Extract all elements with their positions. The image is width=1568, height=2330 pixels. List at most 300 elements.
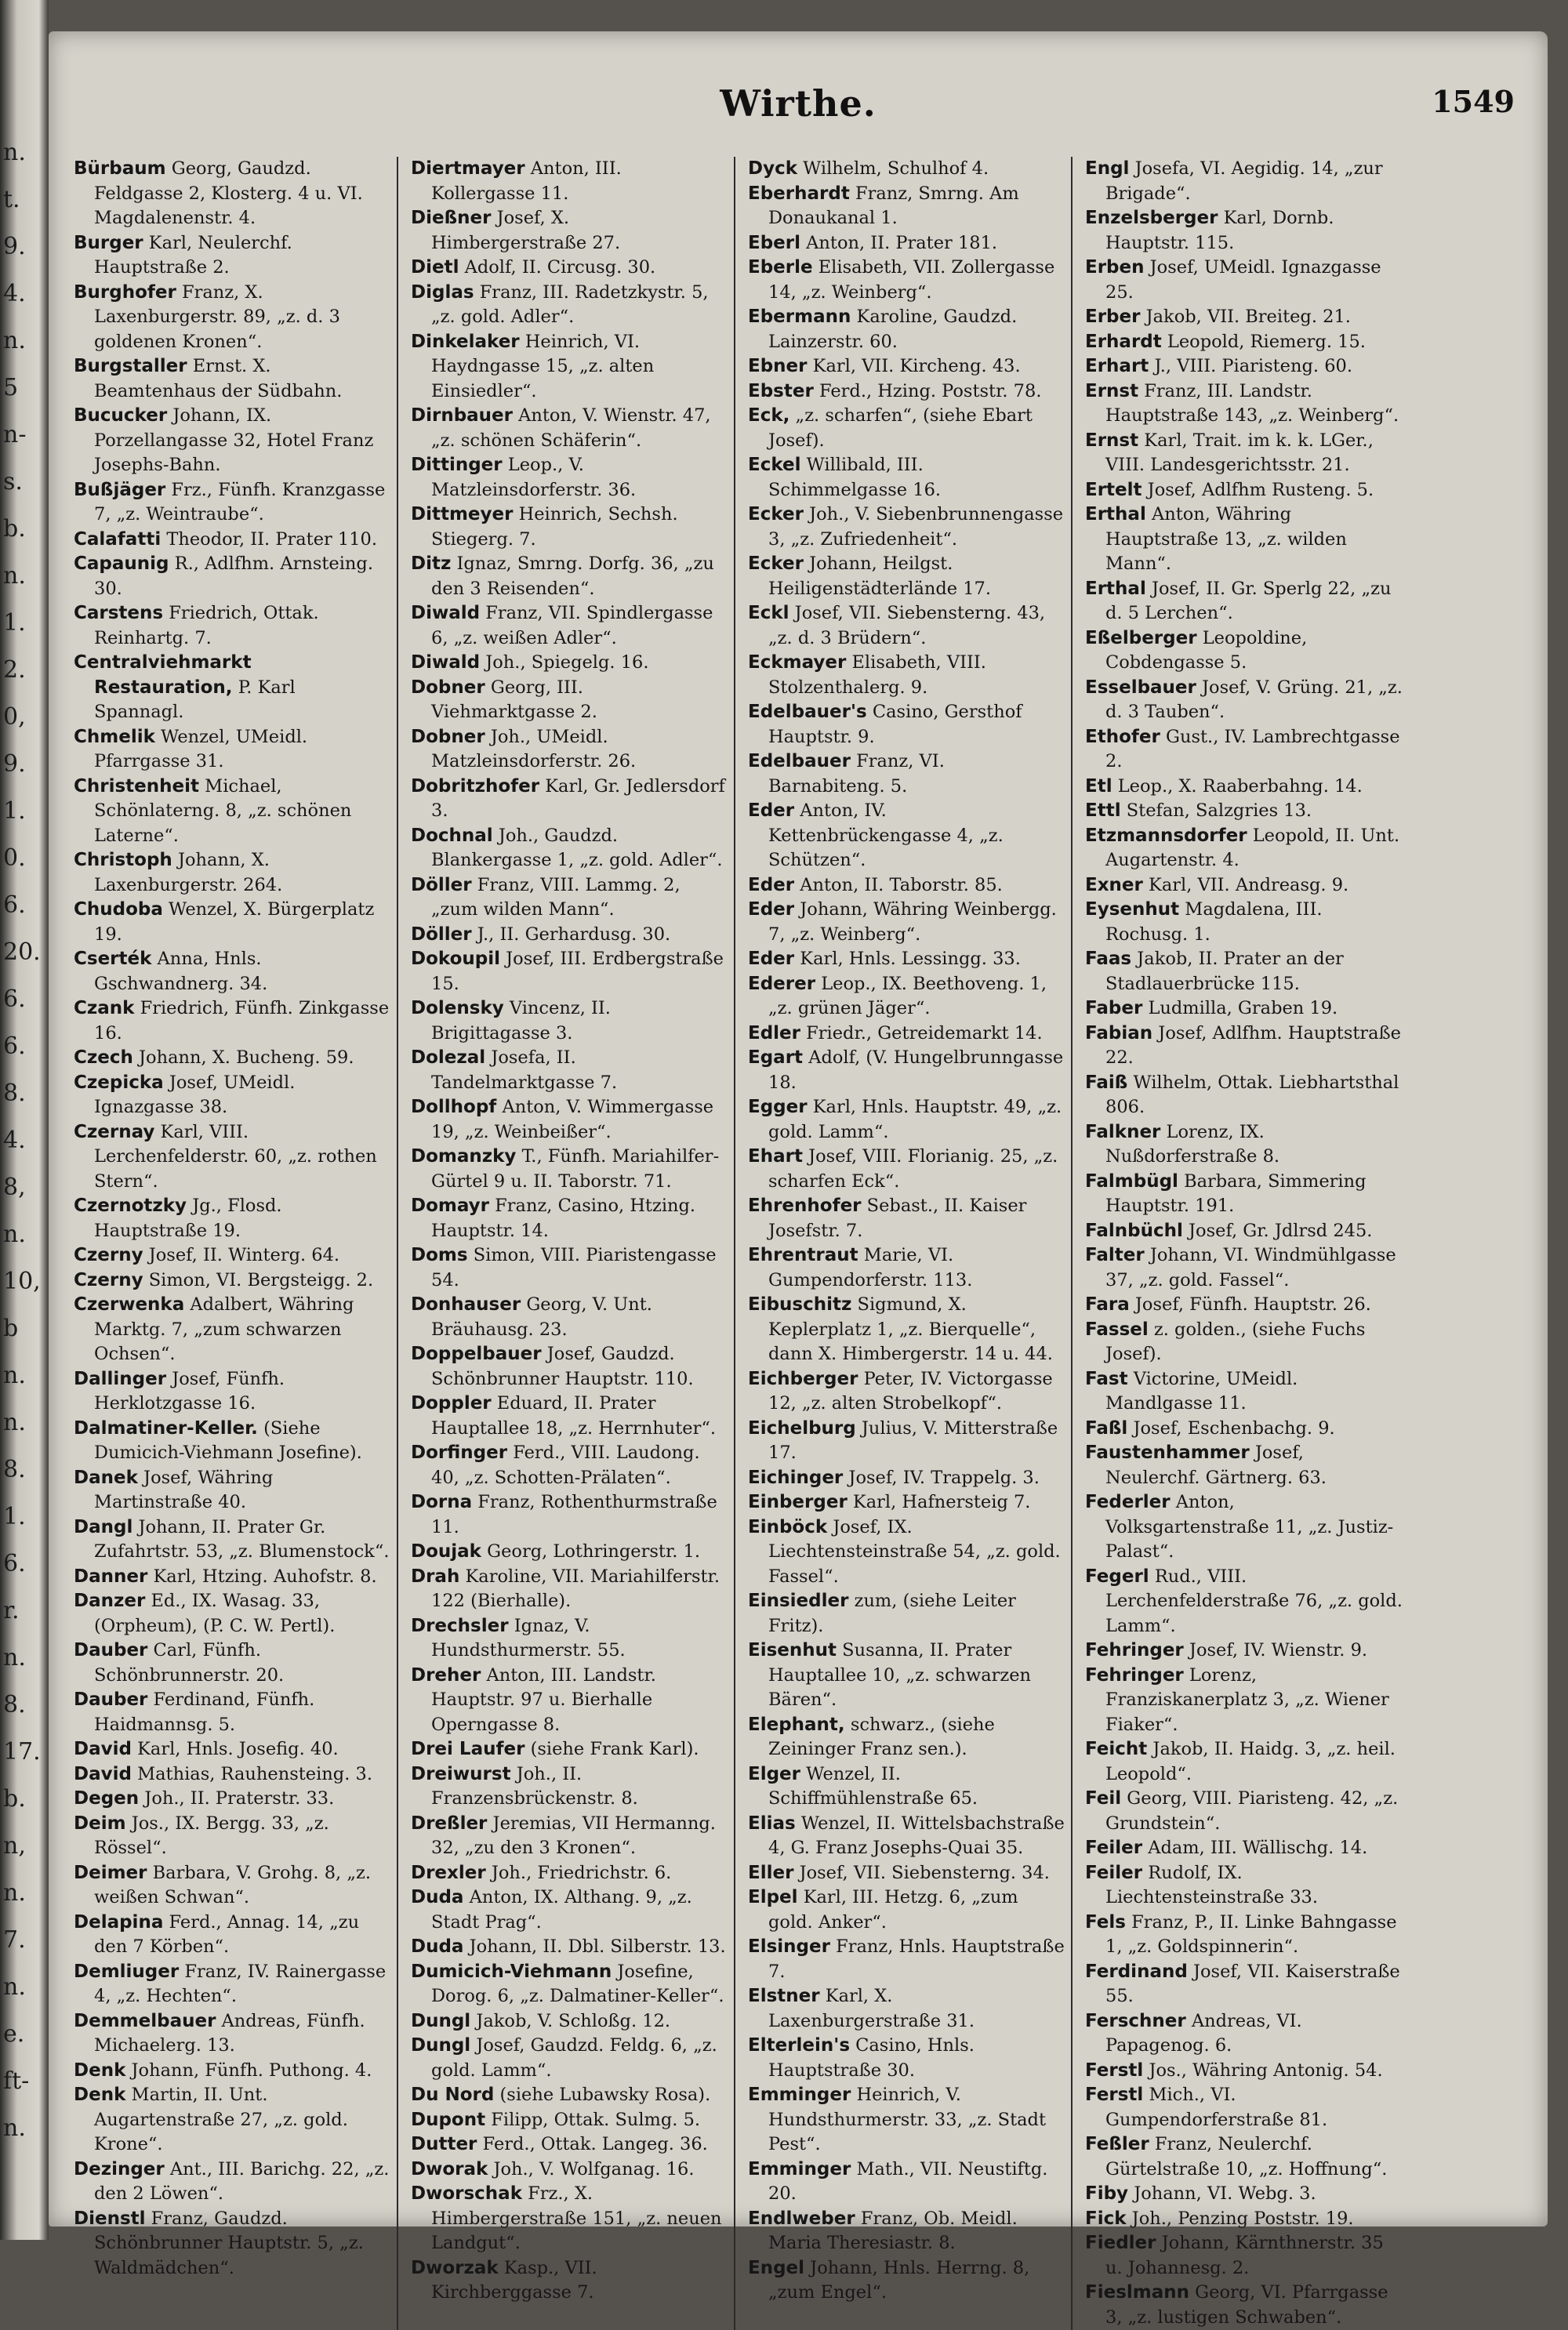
directory-entry (74, 2207, 390, 2281)
entry-details: Josefa, VI. Aegidig. 14, „zur Brigade“. (1105, 158, 1383, 204)
directory-entry (1085, 503, 1403, 577)
directory-entry (74, 404, 390, 478)
entry-details: Franz, Casino, Htzing. Hauptstr. 14. (431, 1196, 696, 1241)
entry-name: Doms (411, 1245, 468, 1265)
entry-name: Fara (1085, 1294, 1130, 1315)
entry-details: Ed., IX. Wasag. 33, (Orpheum), (P. C. W. Pertl). (94, 1591, 336, 1636)
prev-page-fragment: e. (3, 2020, 25, 2048)
entry-name: Eberhardt (748, 183, 850, 204)
directory-entry (411, 503, 728, 552)
entry-name: Feicht (1085, 1739, 1148, 1759)
entry-details: Karl, X. Laxenburgerstraße 31. (768, 1986, 975, 2031)
entry-details: Josef, IX. Liechtensteinstraße 54, „z. gold. Fassel“. (768, 1516, 1061, 1587)
entry-details: Frz., Fünfh. Kranzgasse 7, „z. Weintraube“. (94, 479, 386, 524)
directory-entry (74, 601, 390, 651)
directory-entry (1085, 725, 1403, 775)
prev-page-fragment: 5 (3, 374, 19, 401)
directory-entry (74, 1762, 390, 1787)
directory-entry (1085, 429, 1403, 478)
directory-entry (74, 898, 390, 947)
entry-name: Domayr (411, 1196, 490, 1216)
entry-name: Einsiedler (748, 1591, 849, 1611)
directory-entry (1085, 1367, 1403, 1417)
entry-name: Engel (748, 2257, 805, 2278)
directory-entry (1085, 1911, 1403, 1960)
entry-name: Czernotzky (74, 1196, 187, 1216)
entry-details: Josef, Fünfh. Herklotzgasse 16. (94, 1368, 285, 1414)
directory-entry (748, 873, 1065, 898)
entry-name: Bußjäger (74, 479, 166, 500)
directory-entry (748, 2207, 1065, 2256)
entry-name: Eller (748, 1862, 794, 1883)
entry-details: Franz, Neulerchf. Gürtelstraße 10, „z. Hoffnung“. (1105, 2134, 1388, 2179)
entry-details: Johann, Währing Weinbergg. 7, „z. Weinberg“. (768, 899, 1057, 945)
entry-name: Czerwenka (74, 1294, 185, 1315)
entry-name: Ebner (748, 356, 808, 376)
prev-page-fragment: 7. (3, 1926, 26, 1954)
directory-entry (74, 1565, 390, 1590)
entry-details: Georg, Gaudzd. Feldgasse 2, Klosterg. 4 u. VI. Magdalenenstr. 4. (94, 158, 363, 228)
directory-entry (748, 552, 1065, 601)
entry-details: Franz, VI. Barnabiteng. 5. (768, 751, 945, 797)
prev-page-fragment: 1. (3, 1503, 26, 1530)
entry-name: Edelbauer's (748, 702, 867, 722)
directory-entry (748, 1417, 1065, 1466)
prev-page-fragment: r. (3, 1597, 20, 1624)
entry-details: Josef, UMeidl. Ignazgasse 38. (94, 1072, 296, 1117)
directory-entry (74, 528, 390, 553)
entry-details: Franz, Smrng. Am Donaukanal 1. (768, 183, 1019, 228)
directory-entry (411, 1095, 728, 1145)
entry-name: Danner (74, 1566, 148, 1587)
entry-name: Feßler (1085, 2134, 1149, 2154)
directory-entry (411, 1565, 728, 1614)
entry-name: Dobritzhofer (411, 775, 540, 797)
entry-name: Döller (411, 924, 472, 945)
directory-entry (74, 1046, 390, 1071)
directory-entry (411, 2034, 728, 2083)
entry-name: Burgstaller (74, 356, 187, 376)
entry-details: Anton, V. Wienstr. 47, „z. schönen Schäferin“. (431, 405, 711, 451)
entry-name: Faiß (1085, 1072, 1128, 1093)
directory-entry (74, 1589, 390, 1639)
entry-details: (Siehe Dumicich-Viehmann Josefine). (94, 1417, 362, 1463)
directory-entry (748, 256, 1065, 305)
directory-entry (74, 1515, 390, 1565)
entry-name: Engl (1085, 158, 1130, 179)
entry-name: Chudoba (74, 899, 163, 920)
entry-details: Mathias, Rauhensteing. 3. (131, 1763, 372, 1784)
entry-name: Ebster (748, 380, 814, 401)
directory-entry (74, 725, 390, 775)
entry-name: Feil (1085, 1788, 1122, 1809)
entry-details: Johann, VI. Webg. 3. (1128, 2183, 1316, 2204)
entry-details: Eduard, II. Prater Hauptallee 18, „z. Herrnhuter“. (431, 1393, 716, 1439)
entry-details: Heinrich, V. Hundsthurmerstr. 33, „z. Stadt Pest“. (768, 2085, 1046, 2154)
entry-name: Eberl (748, 232, 801, 253)
entry-name: Fast (1085, 1368, 1128, 1389)
entry-details: Willibald, III. Schimmelgasse 16. (768, 455, 942, 500)
directory-entry (74, 2059, 390, 2084)
directory-entry (1085, 873, 1403, 898)
directory-entry (411, 947, 728, 996)
directory-entry (74, 2083, 390, 2158)
entry-name: Dauber (74, 1689, 148, 1710)
directory-entry (1085, 1960, 1403, 2009)
entry-details: Karl, Hnls. Lessingg. 33. (794, 949, 1021, 969)
entry-name: Einberger (748, 1492, 848, 1512)
entry-name: Czepicka (74, 1072, 164, 1093)
directory-entry (74, 848, 390, 898)
entry-name: Capaunig (74, 553, 169, 574)
entry-details: Joh., Spiegelg. 16. (480, 652, 649, 673)
entry-details: Lorenz, Franziskanerplatz 3, „z. Wiener Fiaker“. (1105, 1664, 1389, 1735)
entry-details: Stefan, Salzgries 13. (1120, 800, 1312, 821)
entry-name: Deimer (74, 1862, 147, 1883)
entry-name: Duda (411, 1936, 464, 1957)
directory-entry (1085, 1071, 1403, 1120)
entry-name: Dokoupil (411, 949, 500, 969)
entry-name: Feiler (1085, 1862, 1143, 1883)
entry-name: Drechsler (411, 1615, 509, 1636)
directory-entry (748, 1762, 1065, 1812)
directory-entry (1085, 996, 1403, 1022)
previous-page-edge (0, 0, 49, 2240)
entry-details: Georg, V. Unt. Bräuhausg. 23. (431, 1294, 652, 1340)
entry-name: Domanzky (411, 1146, 517, 1167)
directory-entry (74, 1466, 390, 1515)
directory-entry (1085, 2132, 1403, 2182)
prev-page-fragment: 20. (3, 938, 41, 966)
directory-entry (1085, 478, 1403, 503)
directory-entry (748, 1812, 1065, 1861)
prev-page-fragment: n. (3, 139, 26, 166)
entry-name: Drei Laufer (411, 1739, 525, 1759)
entry-details: „z. scharfen“, (siehe Ebart Josef). (768, 405, 1033, 451)
entry-name: Elger (748, 1763, 801, 1784)
prev-page-fragment: 9. (3, 233, 26, 260)
entry-name: Danzer (74, 1591, 146, 1611)
entry-details: J., VIII. Piaristeng. 60. (1149, 356, 1352, 376)
entry-details: (siehe Frank Karl). (524, 1739, 699, 1759)
entry-name: Eichberger (748, 1368, 858, 1389)
directory-entry (748, 305, 1065, 354)
directory-entry (748, 1022, 1065, 1047)
directory-entry (411, 676, 728, 725)
entry-details: Carl, Fünfh. Schönbrunnerstr. 20. (94, 1640, 285, 1686)
entry-details: Ferdinand, Fünfh. Haidmannsg. 5. (94, 1689, 315, 1735)
directory-entry (748, 1515, 1065, 1590)
entry-details: Adolf, (V. Hungelbrunngasse 18. (768, 1047, 1064, 1093)
prev-page-fragment: n. (3, 1409, 26, 1436)
entry-name: Erhart (1085, 356, 1149, 376)
directory-entry (748, 2083, 1065, 2158)
entry-details: Ignaz, V. Hundsthurmerstr. 55. (431, 1615, 626, 1660)
entry-name: Eisenhut (748, 1640, 837, 1660)
directory-entry (1085, 305, 1403, 330)
entry-details: Leop., IX. Beethoveng. 1, „z. grünen Jäger“. (768, 973, 1047, 1018)
directory-entry (1085, 2059, 1403, 2084)
entry-name: Ecker (748, 553, 804, 574)
entry-details: Johann, IX. Porzellangasse 32, Hotel Franz Josephs-Bahn. (94, 405, 374, 475)
entry-details: Anton, Währing Hauptstraße 13, „z. wilden Mann“. (1105, 504, 1347, 574)
directory-entry (748, 1713, 1065, 1762)
directory-entry (411, 1812, 728, 1861)
entry-name: Dalmatiner-Keller. (74, 1417, 258, 1439)
entry-name: Centralviehmarkt Restauration, (74, 652, 252, 698)
directory-entry (1085, 1664, 1403, 1738)
prev-page-fragment: s. (3, 468, 23, 495)
directory-entry (748, 1243, 1065, 1293)
entry-name: Doujak (411, 1541, 481, 1562)
entry-details: Wilhelm, Schulhof 4. (797, 158, 989, 179)
directory-entry (748, 651, 1065, 700)
directory-entry (748, 2256, 1065, 2306)
entry-name: Dienstl (74, 2208, 146, 2229)
entry-name: Denk (74, 2085, 126, 2105)
directory-entry (748, 1145, 1065, 1194)
directory-entry (411, 1490, 728, 1540)
directory-entry (1085, 824, 1403, 873)
directory-entry (1085, 157, 1403, 206)
prev-page-fragment: 6. (3, 891, 26, 919)
directory-entry (748, 972, 1065, 1022)
directory-entry (748, 898, 1065, 947)
entry-details: Josef, III. Erdbergstraße 15. (431, 949, 724, 994)
prev-page-fragment: 1. (3, 609, 26, 637)
entry-details: Karl, VII. Kircheng. 43. (807, 356, 1021, 376)
directory-entry (411, 1664, 728, 1738)
entry-details: Josef, Gaudzd. Feldg. 6, „z. gold. Lamm“. (431, 2035, 717, 2081)
entry-name: Dolezal (411, 1047, 486, 1068)
entry-details: Karoline, VII. Mariahilferstr. 122 (Bierhalle). (431, 1566, 720, 1611)
directory-page (49, 31, 1548, 2328)
entry-details: Ferd., Ottak. Langeg. 36. (477, 2134, 708, 2154)
entry-details: Josef, Gr. Jdlrsd 245. (1182, 1220, 1373, 1241)
entry-name: Faßl (1085, 1417, 1128, 1439)
directory-entry (411, 2009, 728, 2034)
directory-entry (748, 182, 1065, 231)
directory-entry (1085, 1490, 1403, 1565)
directory-entry (74, 1911, 390, 1960)
entry-name: Eckl (748, 603, 789, 623)
directory-entry (748, 1984, 1065, 2034)
entry-name: Dreiwurst (411, 1763, 511, 1784)
entry-name: Dworak (411, 2158, 488, 2179)
entry-name: Dupont (411, 2109, 486, 2130)
entry-name: Fiedler (1085, 2233, 1156, 2253)
entry-name: Dorna (411, 1492, 473, 1512)
directory-entry (411, 2256, 728, 2306)
entry-name: Dallinger (74, 1368, 167, 1389)
entry-name: Erber (1085, 307, 1141, 327)
entry-details: Ignaz, Smrng. Dorfg. 36, „zu den 3 Reisenden“. (431, 553, 714, 599)
directory-entry (748, 1490, 1065, 1515)
prev-page-fragment: 8, (3, 1174, 26, 1201)
entry-details: Johann, Kärnthnerstr. 35 u. Johannesg. 2. (1105, 2233, 1384, 2278)
entry-name: David (74, 1763, 132, 1784)
entry-details: Georg, VIII. Piaristeng. 42, „z. Grundstein“. (1105, 1788, 1399, 1834)
entry-name: Eder (748, 800, 795, 821)
entry-name: Drexler (411, 1862, 486, 1883)
entry-details: Wenzel, II. Schiffmühlenstraße 65. (768, 1763, 978, 1809)
entry-name: Emminger (748, 2085, 851, 2105)
entry-name: Dobner (411, 726, 485, 747)
entry-details: Karl, Dornb. Hauptstr. 115. (1105, 208, 1334, 253)
prev-page-fragment: b (3, 1315, 19, 1342)
entry-name: Burghofer (74, 281, 176, 303)
entry-details: R., Adlfhm. Arnsteing. 30. (94, 553, 373, 599)
directory-entry (411, 2083, 728, 2108)
entry-name: Edler (748, 1022, 801, 1043)
entry-name: Dittinger (411, 455, 503, 475)
entry-name: Elstner (748, 1986, 820, 2006)
entry-name: Ernst (1085, 380, 1139, 401)
entry-details: Leop., V. Matzleinsdorferstr. 36. (431, 455, 637, 500)
entry-details: J., II. Gerhardusg. 30. (471, 924, 671, 945)
directory-entry (1085, 1120, 1403, 1170)
directory-entry (1085, 2207, 1403, 2232)
entry-name: Erthal (1085, 504, 1146, 524)
directory-entry (748, 1861, 1065, 1886)
entry-details: Heinrich, Sechsh. Stiegerg. 7. (431, 504, 678, 550)
entry-details: Johann, Heilgst. Heiligenstädterlände 17. (768, 553, 992, 599)
directory-entry (74, 2158, 390, 2207)
prev-page-fragment: n. (3, 1973, 26, 2001)
entry-name: Christoph (74, 850, 172, 870)
entry-name: Dworschak (411, 2183, 522, 2204)
entry-details: Adalbert, Währing Marktg. 7, „zum schwarzen Ochsen“. (94, 1294, 354, 1364)
entry-details: Josef, Währing Martinstraße 40. (94, 1467, 274, 1512)
directory-entry (748, 157, 1065, 182)
entry-details: Gust., IV. Lambrechtgasse 2. (1105, 726, 1400, 771)
prev-page-fragment: 2. (3, 656, 26, 684)
directory-entry (74, 1120, 390, 1195)
directory-entry (1085, 775, 1403, 800)
entry-details: Peter, IV. Victorgasse 12, „z. alten Strobelkopf“. (768, 1368, 1053, 1414)
entry-details: Wenzel, II. Wittelsbachstraße 4, G. Franz Josephs-Quai 35. (768, 1813, 1065, 1858)
directory-entry (74, 775, 390, 849)
entry-name: Dworzak (411, 2257, 499, 2278)
prev-page-fragment: 0, (3, 703, 26, 731)
entry-details: Georg, III. Viehmarktgasse 2. (431, 677, 597, 722)
directory-entry (1085, 1787, 1403, 1836)
entry-details: Georg, VI. Pfarrgasse 3, „z. lustigen Schwaben“. (1105, 2282, 1388, 2328)
entry-name: Deim (74, 1813, 126, 1834)
entry-name: Eichelburg (748, 1417, 856, 1439)
directory-entry (1085, 1441, 1403, 1490)
entry-details: Jg., Flosd. Hauptstraße 19. (94, 1196, 282, 1241)
entry-details: Johann, Hnls. Herrng. 8, „zum Engel“. (768, 2257, 1030, 2303)
entry-name: Egger (748, 1097, 808, 1117)
entry-name: Ernst (1085, 430, 1139, 451)
entry-details: Franz, X. Laxenburgerstr. 89, „z. d. 3 goldenen Kronen“. (94, 281, 340, 352)
directory-entry (748, 231, 1065, 256)
entry-name: Dirnbauer (411, 405, 513, 426)
directory-entry (74, 1737, 390, 1762)
entry-name: Federler (1085, 1492, 1171, 1512)
entry-name: Bürbaum (74, 158, 166, 179)
entry-details: Jakob, II. Haidg. 3, „z. heil. Leopold“. (1105, 1739, 1396, 1784)
entry-details: Josef, X. Himbergerstraße 27. (431, 208, 621, 253)
entry-details: Anton, II. Taborstr. 85. (794, 874, 1003, 895)
entry-details: Karl, III. Hetzg. 6, „zum gold. Anker“. (768, 1887, 1018, 1933)
entry-name: Eichinger (748, 1467, 844, 1488)
entry-details: Josef, UMeidl. Ignazgasse 25. (1105, 257, 1381, 303)
prev-page-fragment: 6. (3, 1550, 26, 1577)
entry-details: Jos., Währing Antonig. 54. (1143, 2060, 1383, 2081)
entry-details: Josefa, II. Tandelmarktgasse 7. (431, 1047, 618, 1093)
entry-details: Martin, II. Unt. Augartenstraße 27, „z. gold. Krone“. (94, 2085, 348, 2154)
entry-details: Josef, Neulerchf. Gärtnerg. 63. (1105, 1443, 1327, 1488)
directory-entry (748, 799, 1065, 873)
directory-entry (1085, 1243, 1403, 1293)
entry-details: zum, (siehe Leiter Fritz). (768, 1591, 1016, 1636)
entry-name: Erhardt (1085, 331, 1162, 352)
entry-name: Ferschner (1085, 2010, 1186, 2031)
entry-name: Falkner (1085, 1121, 1161, 1142)
entry-details: Barbara, Simmering Hauptstr. 191. (1105, 1170, 1367, 1216)
directory-entry (411, 404, 728, 453)
entry-name: Elephant, (748, 1714, 845, 1735)
entry-details: Anton, V. Wimmergasse 19, „z. Weinbeißer“. (431, 1097, 714, 1142)
entry-name: Ferstl (1085, 2060, 1144, 2081)
directory-entry (411, 1293, 728, 1342)
directory-entry (411, 1614, 728, 1664)
entry-details: Simon, VIII. Piaristengasse 54. (431, 1245, 717, 1290)
entry-name: Elsinger (748, 1936, 830, 1957)
entry-name: Denk (74, 2060, 126, 2081)
entry-name: Faustenhammer (1085, 1443, 1250, 1463)
directory-entry (1085, 1417, 1403, 1442)
entry-details: Josef, II. Winterg. 64. (143, 1245, 340, 1265)
entry-details: Karl, Hnls. Josefig. 40. (131, 1739, 339, 1759)
directory-entry (411, 552, 728, 601)
directory-entry (1085, 1737, 1403, 1787)
entry-details: Josef, Fünfh. Hauptstr. 26. (1129, 1294, 1371, 1315)
directory-entry (748, 404, 1065, 453)
entry-name: Delapina (74, 1911, 164, 1933)
entry-details: Joh., II. Franzensbrückenstr. 8. (431, 1763, 638, 1809)
entry-details: Josef, Adlfhm Rusteng. 5. (1142, 479, 1374, 500)
directory-entry (411, 1861, 728, 1886)
entry-details: Jos., IX. Bergg. 33, „z. Rössel“. (94, 1813, 329, 1858)
directory-entry (748, 601, 1065, 651)
directory-entry (748, 1589, 1065, 1639)
directory-entry (748, 379, 1065, 405)
entry-details: Anton, Volksgartenstraße 11, „z. Justiz-Palast“. (1105, 1492, 1394, 1562)
entry-details: Georg, Lothringerstr. 1. (481, 1541, 700, 1562)
entry-name: Dollhopf (411, 1097, 497, 1117)
entry-name: Etl (1085, 775, 1112, 797)
running-title: Wirthe. (720, 82, 877, 125)
directory-entry (748, 2158, 1065, 2207)
entry-details: Andreas, Fünfh. Michaelerg. 13. (94, 2010, 365, 2056)
entry-name: Einböck (748, 1516, 828, 1537)
entry-name: Ethofer (1085, 726, 1160, 747)
entry-details: Magdalena, III. Rochusg. 1. (1105, 899, 1323, 945)
entry-details: Michael, Schönlaterng. 8, „z. schönen Laterne“. (94, 775, 352, 846)
entry-details: Joh., UMeidl. Matzleinsdorferstr. 26. (431, 726, 637, 771)
directory-entry (1085, 1318, 1403, 1367)
entry-name: Eck, (748, 405, 790, 426)
directory-entry (411, 330, 728, 405)
entry-details: Leopold, Riemerg. 15. (1161, 331, 1366, 352)
directory-entry (411, 1885, 728, 1935)
entry-details: Susanna, II. Prater Hauptallee 10, „z. schwarzen Bären“. (768, 1640, 1032, 1710)
entry-details: Anton, III. Landstr. Hauptstr. 97 u. Bierhalle Operngasse 8. (431, 1664, 656, 1735)
entry-name: Faas (1085, 949, 1132, 969)
